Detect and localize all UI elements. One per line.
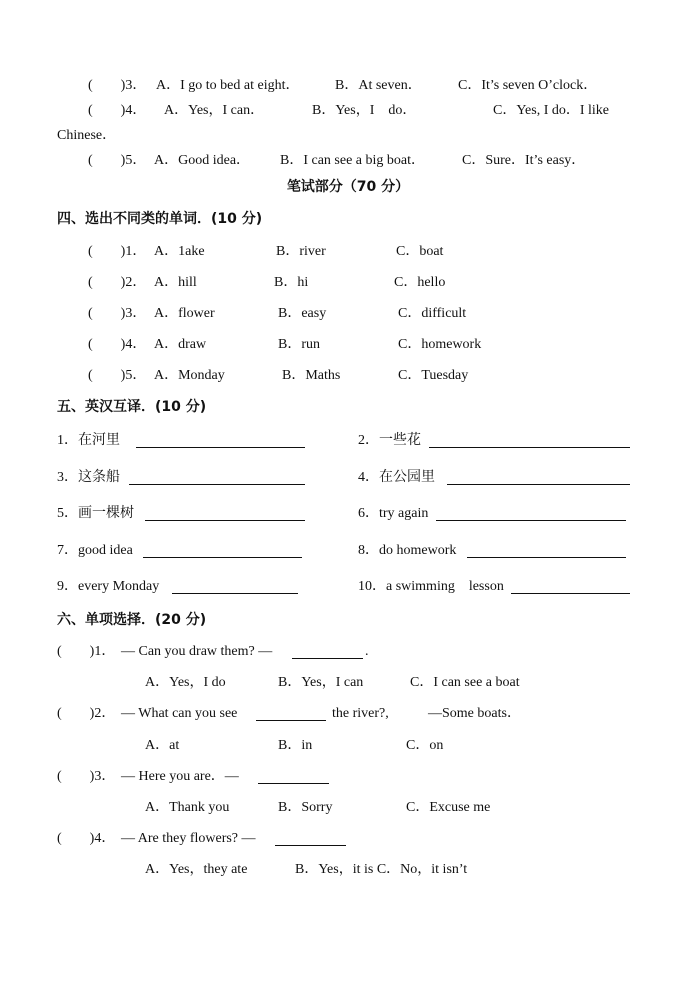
section4-item xyxy=(88,336,482,354)
question-number: ( )4． xyxy=(88,103,147,118)
written-part-title: 笔试部分（70 分） xyxy=(286,179,410,195)
answer-blank[interactable] xyxy=(429,433,630,448)
translation-item-2 xyxy=(358,432,421,450)
option-a: A．Monday xyxy=(154,368,225,383)
translation-item-7 xyxy=(57,542,133,560)
answer-blank[interactable] xyxy=(136,433,305,448)
option-b: B．I can see a big boat． xyxy=(280,153,426,168)
option-c: C．difficult xyxy=(398,306,467,321)
translation-prompt: 9．every Monday xyxy=(57,579,160,594)
answer-blank[interactable] xyxy=(256,706,326,721)
option-a: A．draw xyxy=(154,337,207,352)
question-stem-answer: —Some boats． xyxy=(428,706,521,721)
question-number: ( )4． xyxy=(57,831,116,846)
translation-item-3 xyxy=(57,469,120,487)
option-b: B．Yes，I do． xyxy=(312,103,417,118)
choice-options-1 xyxy=(145,674,520,692)
translation-item-8 xyxy=(358,542,456,560)
choice-options-3 xyxy=(145,799,491,817)
question-number: ( )5． xyxy=(88,153,147,168)
option-c: C．I can see a boat xyxy=(410,675,520,690)
answer-blank[interactable] xyxy=(511,579,630,594)
answer-blank[interactable] xyxy=(145,506,305,521)
option-b: B．At seven． xyxy=(335,78,422,93)
option-c: C．boat xyxy=(396,244,444,259)
option-b: B．easy xyxy=(278,306,327,321)
section4-item xyxy=(88,367,469,385)
question-stem: — Can you draw them? — xyxy=(121,644,273,659)
listening-q4 xyxy=(88,102,610,120)
question-number: ( )1． xyxy=(88,244,147,259)
listening-q4-continuation: Chinese． xyxy=(57,128,117,143)
answer-blank[interactable] xyxy=(467,543,626,558)
question-number: ( )3． xyxy=(88,306,147,321)
option-a: A．hill xyxy=(154,275,197,290)
option-c: C．Excuse me xyxy=(406,800,491,815)
option-a: A．Yes，I can． xyxy=(164,103,265,118)
option-b: B．river xyxy=(276,244,326,259)
translation-item-1 xyxy=(57,432,120,450)
translation-prompt: 1．在河里 xyxy=(57,433,120,448)
option-c: C．on xyxy=(406,738,444,753)
translation-prompt: 2．一些花 xyxy=(358,433,421,448)
choice-question-2 xyxy=(57,705,238,723)
option-b: B．Maths xyxy=(282,368,341,383)
translation-item-10 xyxy=(358,578,504,596)
option-a: A．1ake xyxy=(154,244,205,259)
translation-item-5 xyxy=(57,505,134,523)
question-number: ( )2． xyxy=(88,275,147,290)
choice-question-1 xyxy=(57,643,273,661)
question-number: ( )1． xyxy=(57,644,116,659)
question-stem-end: . xyxy=(365,644,369,659)
option-a: A．Thank you xyxy=(145,800,230,815)
translation-prompt: 5．画一棵树 xyxy=(57,506,134,521)
section4-title: 四、选出不同类的单词．(10 分) xyxy=(57,211,263,227)
translation-prompt: 7．good idea xyxy=(57,543,133,558)
option-a: A．flower xyxy=(154,306,215,321)
translation-prompt: 6．try again xyxy=(358,506,429,521)
option-c: C．It’s seven O’clock． xyxy=(458,78,598,93)
option-c: C．Yes, I do．I like xyxy=(493,103,610,118)
option-b: B．in xyxy=(278,738,313,753)
option-a: A．I go to bed at eight． xyxy=(156,78,300,93)
option-c: C．Tuesday xyxy=(398,368,469,383)
question-number: ( )4． xyxy=(88,337,147,352)
question-stem: — What can you see xyxy=(121,706,238,721)
translation-item-6 xyxy=(358,505,428,523)
option-b: B．run xyxy=(278,337,320,352)
answer-blank[interactable] xyxy=(436,506,626,521)
choice-options-4 xyxy=(145,861,468,879)
question-stem: — Are they flowers? — xyxy=(121,831,256,846)
question-number: ( )2． xyxy=(57,706,116,721)
option-b: B．Sorry xyxy=(278,800,333,815)
question-number: ( )3． xyxy=(88,78,147,93)
option-b: B．Yes，it is C．No，it isn’t xyxy=(295,862,468,877)
choice-options-2 xyxy=(145,737,444,755)
option-a: A．at xyxy=(145,738,180,753)
question-number: ( )5． xyxy=(88,368,147,383)
section4-item xyxy=(88,305,467,323)
translation-item-9 xyxy=(57,578,159,596)
choice-question-4 xyxy=(57,830,256,848)
option-c: C．Sure．It’s easy． xyxy=(462,153,586,168)
listening-q5 xyxy=(88,152,586,170)
answer-blank[interactable] xyxy=(172,579,298,594)
answer-blank[interactable] xyxy=(143,543,302,558)
answer-blank[interactable] xyxy=(258,769,329,784)
answer-blank[interactable] xyxy=(292,644,363,659)
option-b: B．hi xyxy=(274,275,309,290)
translation-prompt: 10．a swimming lesson xyxy=(358,579,504,594)
section4-item xyxy=(88,243,444,261)
option-a: A．Yes，I do xyxy=(145,675,226,690)
question-number: ( )3． xyxy=(57,769,116,784)
translation-prompt: 8．do homework xyxy=(358,543,457,558)
question-stem: — Here you are．— xyxy=(121,769,239,784)
answer-blank[interactable] xyxy=(275,831,346,846)
answer-blank[interactable] xyxy=(129,470,305,485)
translation-prompt: 3．这条船 xyxy=(57,470,120,485)
option-c: C．homework xyxy=(398,337,482,352)
choice-question-3 xyxy=(57,768,239,786)
translation-item-4 xyxy=(358,469,435,487)
option-b: B．Yes，I can xyxy=(278,675,364,690)
option-c: C．hello xyxy=(394,275,446,290)
section6-title: 六、单项选择．(20 分) xyxy=(57,612,207,628)
answer-blank[interactable] xyxy=(447,470,630,485)
translation-prompt: 4．在公园里 xyxy=(358,470,435,485)
section5-title: 五、英汉互译．(10 分) xyxy=(57,399,207,415)
option-a: A．Good idea． xyxy=(154,153,251,168)
listening-q3 xyxy=(88,77,598,95)
section4-item xyxy=(88,274,446,292)
option-a: A．Yes，they ate xyxy=(145,862,248,877)
question-stem-rest: the river?, xyxy=(332,706,389,721)
